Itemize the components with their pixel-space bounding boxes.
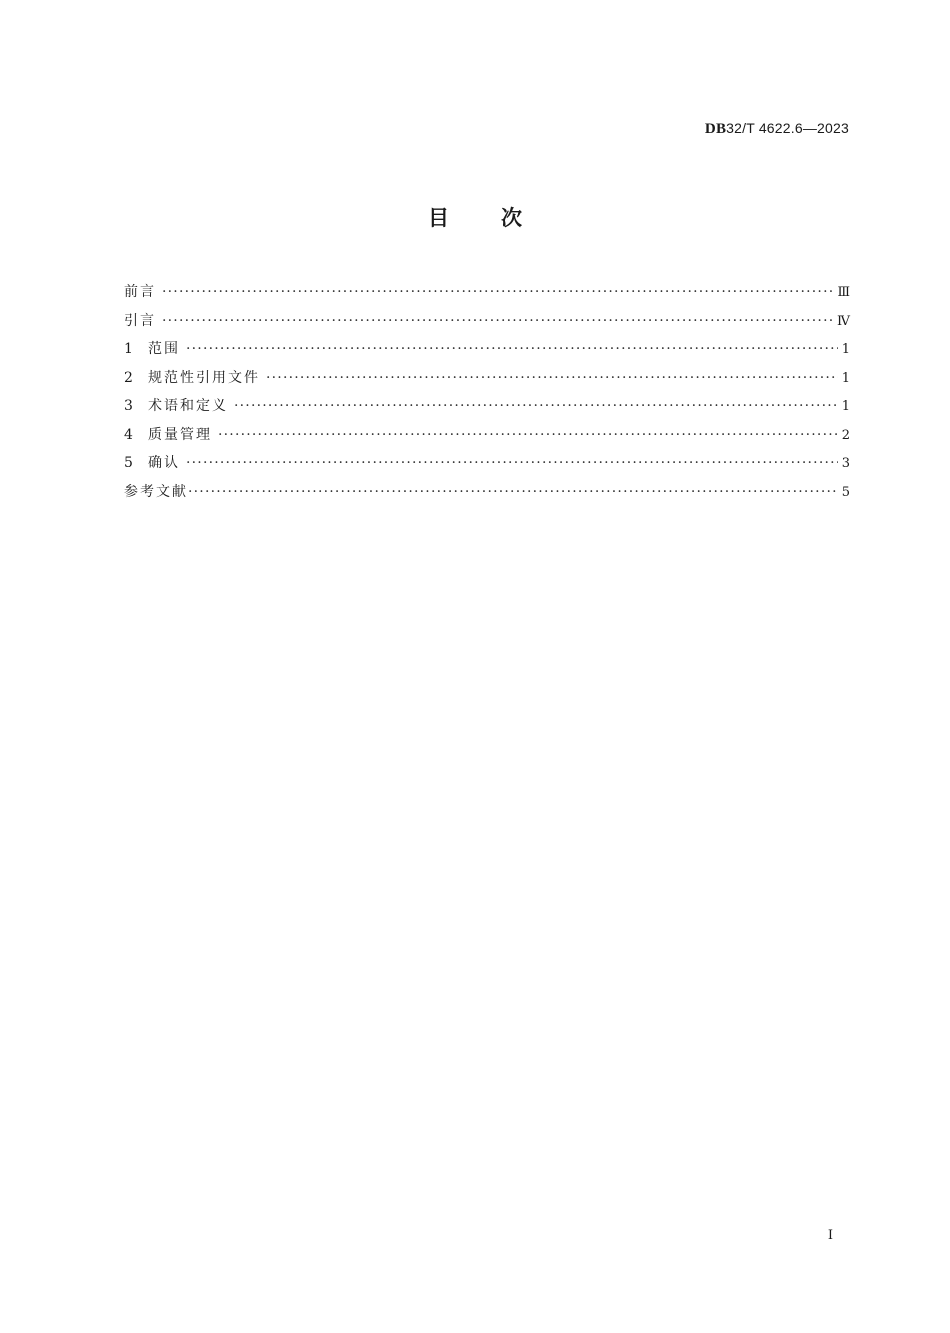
toc-dot-leader — [162, 278, 835, 307]
toc-entry-number: 5 — [124, 455, 133, 471]
toc-entry-bibliography[interactable] — [124, 478, 850, 507]
toc-entry-page: 5 — [841, 484, 850, 500]
toc-entry-label: 范围 — [148, 341, 180, 357]
toc-entry-introduction[interactable] — [124, 307, 850, 336]
toc-entry-scope[interactable] — [124, 335, 850, 364]
toc-heading-char-1: 目 — [428, 206, 449, 230]
toc-entry-foreword[interactable] — [124, 278, 850, 307]
toc-dot-leader — [162, 307, 835, 336]
toc-dot-leader — [266, 364, 838, 393]
standard-code — [705, 120, 849, 138]
toc-dot-leader — [234, 392, 838, 421]
toc-entry-page: 1 — [841, 399, 850, 414]
toc-entry-page: Ⅳ — [837, 313, 850, 329]
toc-entry-quality-management[interactable] — [124, 421, 850, 450]
toc-entry-label: 术语和定义 — [148, 398, 228, 414]
toc-entry-number: 1 — [124, 341, 133, 357]
toc-entry-terms-definitions[interactable] — [124, 392, 850, 421]
standard-code-number: 32/T 4622.6—2023 — [726, 120, 849, 136]
standard-code-prefix: DB — [704, 121, 727, 137]
toc-entry-label: 规范性引用文件 — [148, 369, 260, 386]
page-number: I — [827, 1228, 833, 1243]
toc-entry-page: Ⅲ — [837, 285, 850, 300]
toc-entry-number: 2 — [124, 369, 133, 386]
toc-entry-page: 3 — [841, 456, 850, 471]
toc-entry-normative-references[interactable] — [124, 364, 850, 393]
toc-entry-label: 参考文献 — [124, 483, 188, 500]
table-of-contents — [124, 278, 850, 506]
toc-entry-page: 1 — [841, 370, 850, 386]
toc-entry-label: 引言 — [124, 312, 156, 329]
toc-entry-confirmation[interactable] — [124, 449, 850, 478]
toc-entry-label: 前言 — [124, 284, 156, 300]
toc-dot-leader — [186, 335, 838, 364]
toc-entry-page: 1 — [841, 342, 850, 357]
toc-entry-number: 3 — [124, 398, 133, 414]
toc-entry-number: 4 — [124, 426, 133, 443]
toc-dot-leader — [218, 421, 838, 450]
toc-entry-label: 确认 — [148, 455, 180, 471]
toc-entry-label: 质量管理 — [148, 426, 212, 443]
toc-entry-page: 2 — [841, 427, 850, 443]
toc-heading-char-2: 次 — [501, 206, 522, 230]
toc-dot-leader — [188, 478, 838, 507]
toc-dot-leader — [186, 449, 838, 478]
toc-heading — [0, 202, 950, 232]
